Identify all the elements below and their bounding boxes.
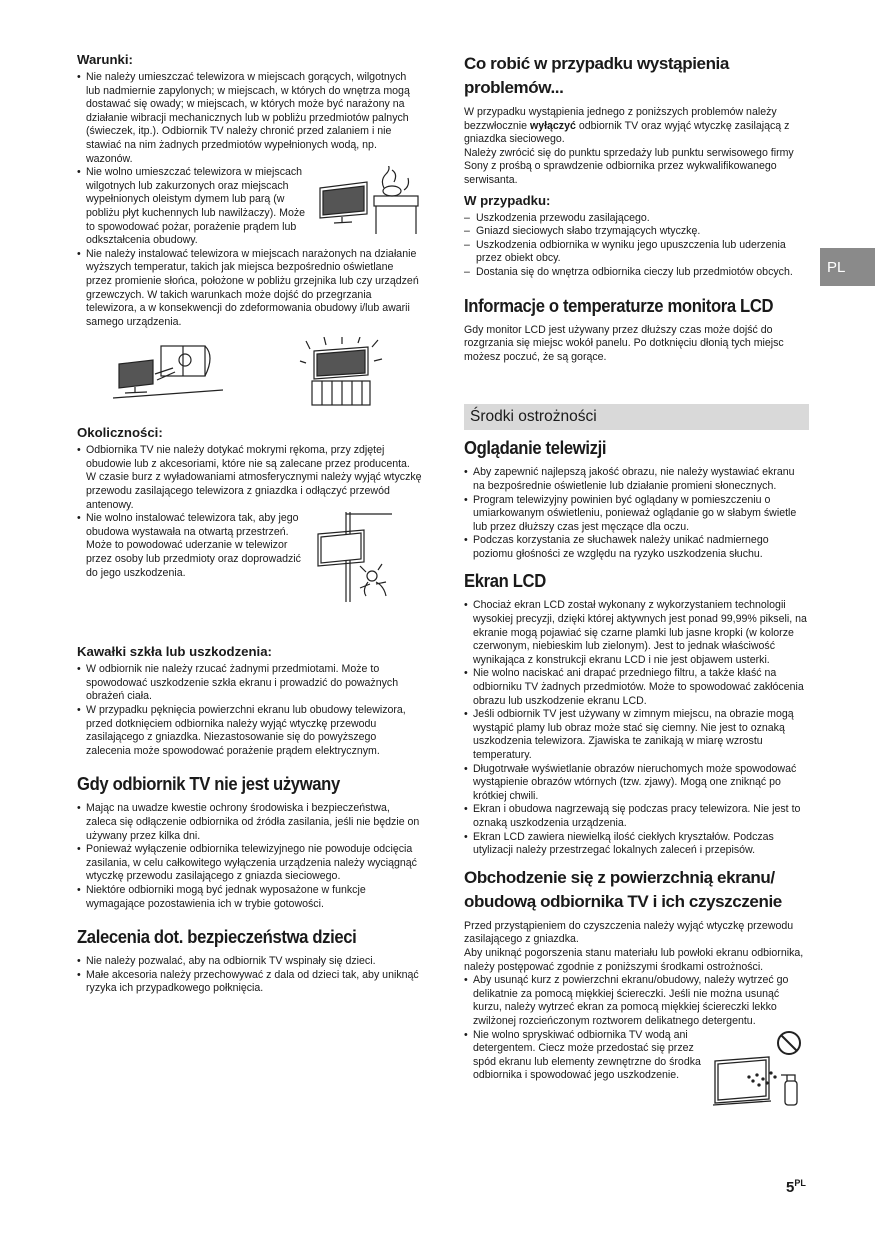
okolicznosci-title: Okoliczności: <box>77 425 163 441</box>
tv-sunlight-illustration <box>113 342 223 402</box>
list-item: • W odbiornik nie należy rzucać żadnymi przedmiotami. Może to spowodować uszkodzenie szkła ekranu i prowadzić do poważnych obrażeń ciała. <box>77 663 422 704</box>
warunki-title: Warunki: <box>77 52 133 67</box>
list-item: • Jeśli odbiornik TV jest używany w zimnym miejscu, na obrazie mogą wystąpić plamy lub obraz może stać się ciemny. Nie jest to oznaką uszkodzenia telewizora. Zjawiska te zanikają w miarę wzrostu temperatury. <box>464 708 809 762</box>
srodki-section-header <box>464 404 809 430</box>
list-item: • Nie wolno instalować telewizora tak, aby jego obudowa wystawała na otwartą przestrzeń. Może to powodować uderzanie w telewizor przez osoby lub przedmioty oraz doprowadzić do jego uszkodzenia. <box>77 512 306 580</box>
dzieci-title: Zalecenia dot. bezpieczeństwa dzieci <box>77 926 357 948</box>
list-item: • Podczas korzystania ze słuchawek należy unikać nadmiernego poziomu głośności ze względu na ryzyko uszkodzenia słuchu. <box>464 534 809 561</box>
list-item: • Aby zapewnić najlepszą jakość obrazu, nie należy wystawiać ekranu na bezpośrednie oświetlenie lub działanie promieni słonecznych. <box>464 466 809 493</box>
list-item: • Ekran LCD zawiera niewielką ilość ciekłych kryształów. Podczas utylizacji należy przestrzegać lokalnych zaleceń i przepisów. <box>464 831 809 858</box>
corobic-paragraph: W przypadku wystąpienia jednego z poniższych problemów należy bezzwłocznie wyłączyć odbiornik TV oraz wyjąć wtyczkę zasilającą z gniazdka sieciowego. <box>464 106 790 146</box>
list-item: • Nie należy umieszczać telewizora w miejscach gorących, wilgotnych lub nadmiernie zapylonych; w miejscach, w których do wnętrza mogą dostawać się owady; w miejscach, w których może być narażony na działanie wibracji mechanicznych lub w pobliżu przedmiotów palnych (świeczek, itp.). Odbiornik TV należy chronić przed zalaniem i nie stawiać na nim żadnych przedmiotów wypełnionych wodą, np. wazonów. <box>77 71 422 166</box>
warunki-list <box>77 71 422 166</box>
language-tab <box>820 248 875 286</box>
tv-kitchen-steam-illustration <box>312 166 422 236</box>
list-item: • Długotrwałe wyświetlanie obrazów nieruchomych może spowodować wystąpienie obrazów wtórnych (tzw. zjawy). Mogą one zniknąć po krótkiej chwili. <box>464 763 809 804</box>
page-number: $5^{PL}$ <box>786 1178 806 1196</box>
gdy-title: Gdy odbiornik TV nie jest używany <box>77 773 340 795</box>
list-item: • Nie należy instalować telewizora w miejscach narażonych na działanie wyższych temperatur, takich jak miejsca bezpośrednio oświetlane przez promienie słońca, położone w pobliżu grzejnika lub czy urządzeń grzewczych. W takich warunkach może dojść do przegrzania telewizora, a w konsekwencji do zdeformowania obudowy i/lub awarii samego urządzenia. <box>77 248 422 330</box>
left-column <box>77 52 422 996</box>
list-item: – Gniazd sieciowych słabo trzymających wtyczkę. <box>464 225 809 239</box>
ekran-title: Ekran LCD <box>464 570 546 592</box>
list-item: • W przypadku pęknięcia powierzchni ekranu lub obudowy telewizora, przed dotknięciem odbiornika należy wyjąć wtyczkę przewodu zasilającego z gniazdka. Niezastosowanie się do powyższego zalecenia może spowodować porażenie prądem elektrycznym. <box>77 704 422 758</box>
list-item: • Nie należy pozwalać, aby na odbiornik TV wspinały się dzieci. <box>77 955 422 969</box>
heat-illustrations <box>77 335 422 409</box>
obchodzenie-title: Obchodzenie się z powierzchnią ekranu/ obudową odbiornika TV i ich czyszczenie <box>464 867 782 911</box>
language-tab-label: PL <box>827 258 846 276</box>
list-item: – Uszkodzenia odbiornika w wyniku jego upuszczenia lub uderzenia przez obiekt obcy. <box>464 239 809 266</box>
list-item: • Program telewizyjny powinien być oglądany w pomieszczeniu o umiarkowanym oświetleniu, ponieważ oglądanie go w słabym świetle lub przez dłuższy czas jest męczące dla oczu. <box>464 494 809 535</box>
warunki-with-figure <box>77 166 422 248</box>
ogladanie-title: Oglądanie telewizji <box>464 437 607 459</box>
tv-protruding-wall-illustration <box>312 512 422 602</box>
list-item: • Ponieważ wyłączenie odbiornika telewizyjnego nie powoduje odcięcia zasilania, w celu całkowitego wyłączenia urządzenia należy wyciągnąć wtyczkę przewodu zasilającego z gniazda sieciowego. <box>77 843 422 884</box>
list-item: • Odbiornika TV nie należy dotykać mokrymi rękoma, przy zdjętej obudowie lub z akcesoriami, które nie są zalecane przez producenta. W czasie burz z wyładowaniami atmosferycznymi należy wyjąć wtyczkę przewodu zasilającego telewizora z gniazdka i odłączyć przewód antenowy. <box>77 444 422 512</box>
corobic-paragraph-2: Należy zwrócić się do punktu sprzedaży lub punktu serwisowego firmy Sony z prośbą o sprawdzenie odbiornika przez wykwalifikowanego serwisanta. <box>464 146 794 186</box>
right-column <box>464 52 809 1109</box>
srodki-title: Środki ostrożności <box>470 408 597 426</box>
list-item: • Nie wolno umieszczać telewizora w miejscach wilgotnych lub zakurzonych oraz miejscach wypełnionych oleistym dymem lub parą (w pobliżu płyt kuchennych lub nawilżaczy). Może to spowodować pożar, porażenie prądem lub odkształcenia obudowy. <box>77 166 306 248</box>
list-item: • Aby usunąć kurz z powierzchni ekranu/obudowy, należy wytrzeć go delikatnie za pomocą miękkiej ściereczki. Jeśli nie można usunąć kurzu, należy wytrzeć ekran za pomocą miękkiej ściereczki lekko zwilżonej rozcieńczonym roztworem delikatnego detergentu. <box>464 974 809 1028</box>
temp-paragraph: Gdy monitor LCD jest używany przez dłuższy czas może dojść do rozgrzania się miejsc wokół panelu. Po dotknięciu dłonią tych miejsc możesz poczuć, że są gorące. <box>464 323 784 363</box>
list-item: – Dostania się do wnętrza odbiornika cieczy lub przedmiotów obcych. <box>464 266 809 280</box>
obchodzenie-paragraph-2: Aby uniknąć pogorszenia stanu materiału lub powłoki ekranu odbiornika, należy postępować zgodnie z poniższymi środkami ostrożności. <box>464 946 804 973</box>
list-item: • Chociaż ekran LCD został wykonany z wykorzystaniem technologii wysokiej precyzji, dzięki której aktywnych jest ponad 99,99% pikseli, na ekranie mogą pojawiać się czarne plamki lub jasne kropki (w kolorze czerwonym, niebieskim lub zielonym). Jest to jednak właściwość wynikająca z konstrukcji ekranu LCD i nie jest objawem usterki. <box>464 599 809 667</box>
list-item: • Nie wolno spryskiwać odbiornika TV wodą ani detergentem. Ciecz może przedostać się przez spód ekranu lub elementy zewnętrzne do środka odbiornika i spowodować jego uszkodzenie. <box>464 1029 703 1083</box>
list-item: • Ekran i obudowa nagrzewają się podczas pracy telewizora. Nie jest to oznaką uszkodzenia urządzenia. <box>464 803 809 830</box>
list-item: – Uszkodzenia przewodu zasilającego. <box>464 212 809 226</box>
list-item: • Nie wolno naciskać ani drapać przedniego filtru, a także kłaść na odbiorniku TV żadnych przedmiotów. Może to spowodować zakłócenia obrazu lub uszkodzenie ekranu LCD. <box>464 667 809 708</box>
obchodzenie-paragraph-1: Przed przystąpieniem do czyszczenia należy wyjąć wtyczkę przewodu zasilającego z gniazdka. <box>464 919 794 946</box>
corobic-title: Co robić w przypadku wystąpienia problemów... <box>464 54 729 97</box>
no-spray-illustration <box>709 1029 809 1109</box>
temp-title: Informacje o temperaturze monitora LCD <box>464 294 774 316</box>
list-item: • Niektóre odbiorniki mogą być jednak wyposażone w funkcje wymagające pozostawienia ich w trybie gotowości. <box>77 884 422 911</box>
wprzypadku-title: W przypadku: <box>464 192 551 208</box>
list-item: • Małe akcesoria należy przechowywać z dala od dzieci tak, aby uniknąć ryzyka ich przypadkowego połknięcia. <box>77 969 422 996</box>
kawalki-title: Kawałki szkła lub uszkodzenia: <box>77 644 272 660</box>
list-item: • Mając na uwadze kwestie ochrony środowiska i bezpieczeństwa, zaleca się odłączenie odbiornika od źródła zasilania, jeśli nie będzie on używany przez kilka dni. <box>77 802 422 843</box>
tv-heater-illustration <box>296 337 386 407</box>
